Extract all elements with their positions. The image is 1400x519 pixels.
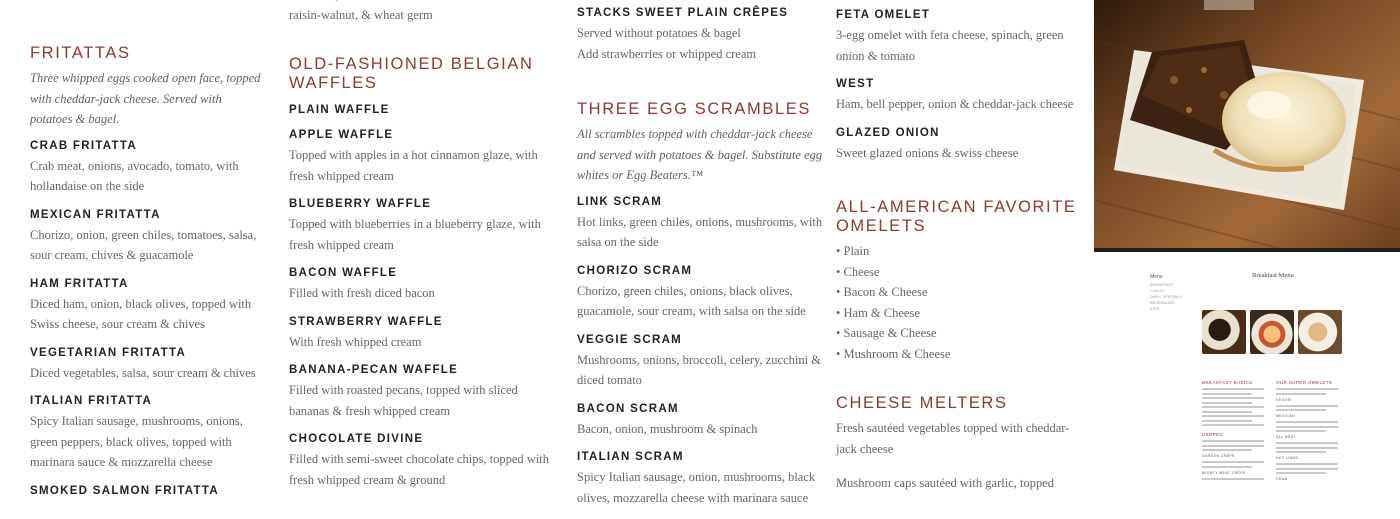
melter-desc: Fresh sautéed vegetables topped with cheddar-jack cheese — [836, 421, 1070, 456]
menu-item-desc: Served without potatoes & bagel — [577, 26, 741, 40]
menu-item — [30, 484, 266, 498]
menu-item-desc: Add strawberries or whipped cream — [577, 46, 757, 61]
menu-item-desc: Spicy Italian sausage, mushrooms, onions, green peppers, black olives, topped with marinara sauce & mozzarella cheese — [30, 414, 243, 469]
thumbnail-col-head: MEXICAN — [1276, 414, 1295, 418]
section-title-waffles: OLD-FASHIONED BELGIAN WAFFLES — [289, 55, 534, 92]
thumbnail-col-head: ALL MEAT — [1276, 435, 1296, 439]
menu-item — [577, 264, 828, 322]
menu-item — [30, 346, 266, 384]
melter-desc: Mushroom caps sautéed with garlic, topped — [836, 476, 1055, 490]
menu-item-name: APPLE WAFFLE — [289, 129, 394, 141]
menu-item — [577, 402, 828, 440]
list-item: • Plain — [836, 244, 870, 258]
menu-item-desc: Chorizo, onion, green chiles, tomatoes, salsa, sour cream, chives & guacamole — [30, 227, 257, 262]
thumbnail-nav-item: DAILY SPECIALS — [1150, 294, 1182, 299]
menu-item — [836, 126, 1090, 164]
menu-item-name: CHORIZO SCRAM — [577, 264, 693, 277]
menu-item-name: HAM FRITATTA — [30, 277, 129, 290]
menu-column-omelets — [832, 0, 1094, 500]
menu-item-name: CHOCOLATE DIVINE — [289, 433, 424, 445]
list-item: • Bacon & Cheese — [836, 285, 928, 299]
thumbnail-title: Breakfast Menu — [1252, 272, 1294, 279]
dessert-photo-icon — [1094, 0, 1400, 248]
section-desc-scrambles: All scrambles topped with cheddar-jack cheese and served with potatoes & bagel. Substitute egg whites or Egg Beaters.™ — [577, 127, 823, 182]
thumbnail-col-head: OUR SUPER OMELETS — [1276, 380, 1333, 385]
menu-item — [30, 139, 266, 197]
list-item: • Ham & Cheese — [836, 305, 920, 320]
section-title-cheese-melters: CHEESE MELTERS — [836, 394, 1008, 412]
thumbnail-nav — [1150, 274, 1182, 312]
thumbnail-nav-item: BREAKFAST — [1150, 282, 1174, 287]
thumbnail-photo — [1298, 310, 1342, 354]
menu-item-desc: Ham, bell pepper, onion & cheddar-jack cheese — [836, 97, 1074, 111]
menu-item-desc: Filled with semi-sweet chocolate chips, topped with fresh whipped cream & ground — [289, 452, 550, 487]
menu-item — [289, 128, 558, 186]
menu-item-desc: Chorizo, green chiles, onions, black olives, guacamole, sour cream, with salsa on the side — [577, 283, 806, 318]
menu-item — [577, 333, 828, 391]
menu-item-name: MEXICAN FRITATTA — [30, 208, 161, 221]
thumbnail-col-head: MIGHTY MEAT CRÊPE — [1202, 470, 1246, 475]
menu-page-thumbnail[interactable] — [1094, 248, 1400, 500]
dessert-photo — [1094, 0, 1400, 248]
menu-item-desc: 3-egg omelet with feta cheese, spinach, green onion & tomato — [836, 28, 1064, 63]
menu-item-desc: Mushrooms, onions, broccoli, celery, zucchini & diced tomato — [577, 352, 821, 387]
menu-item-name: SMOKED SALMON FRITATTA — [30, 484, 219, 497]
thumbnail-col-head: HOT LINKS — [1276, 456, 1299, 460]
menu-item-desc: Filled with roasted pecans, topped with sliced bananas & fresh whipped cream — [289, 383, 518, 418]
menu-item — [30, 277, 266, 335]
top-divider — [30, 0, 266, 16]
menu-column-waffles — [272, 0, 562, 500]
thumbnail-col-head: BREAKFAST BASICS — [1202, 380, 1253, 385]
carryover-text: raisin-walnut, & wheat germ — [289, 7, 433, 22]
list-item: • Mushroom & Cheese — [836, 346, 951, 361]
menu-item-name: VEGGIE SCRAM — [577, 333, 683, 346]
omelet-list — [836, 241, 1090, 364]
menu-item-name: STACKS SWEET PLAIN CRÊPES — [577, 7, 789, 19]
menu-column-scrambles — [562, 0, 832, 505]
menu-item-name: VEGETARIAN FRITATTA — [30, 346, 187, 359]
thumbnail-photo — [1202, 310, 1246, 354]
menu-item — [30, 208, 266, 266]
menu-item-desc: Topped with apples in a hot cinnamon glaze, with fresh whipped cream — [289, 148, 538, 183]
menu-item-name: BANANA-PECAN WAFFLE — [289, 364, 459, 376]
menu-item-desc: Hot links, green chiles, onions, mushrooms, with salsa on the side — [577, 214, 823, 249]
menu-item — [577, 6, 828, 64]
section-desc-fritattas: Three whipped eggs cooked open face, topped with cheddar-jack cheese. Served with potatoes & bagel. — [30, 71, 261, 126]
menu-item-desc: Spicy Italian sausage, onion, mushrooms, black olives, mozzarella cheese with marinara sauce — [577, 470, 816, 505]
menu-item-desc: Crab meat, onions, avocado, tomato, with hollandaise on the side — [30, 158, 239, 193]
menu-item-desc: Topped with blueberries in a blueberry glaze, with fresh whipped cream — [289, 217, 541, 252]
thumbnail-nav-item: BEVERAGES — [1150, 300, 1175, 305]
menu-item-name: WEST — [836, 78, 875, 90]
list-item: • Cheese — [836, 264, 880, 279]
menu-item-desc: Diced vegetables, salsa, sour cream & chives — [30, 365, 256, 380]
menu-item-name: ITALIAN FRITATTA — [30, 395, 153, 407]
menu-item-desc: Filled with fresh diced bacon — [289, 286, 435, 300]
menu-item-desc: Diced ham, onion, black olives, topped with Swiss cheese, sour cream & chives — [30, 296, 252, 331]
menu-item-desc: Bacon, onion, mushroom & spinach — [577, 421, 758, 436]
menu-item-name: GLAZED ONION — [836, 126, 940, 139]
list-item: • Sausage & Cheese — [836, 326, 937, 340]
section-title-scrambles: THREE EGG SCRAMBLES — [577, 100, 811, 118]
menu-item-name: STRAWBERRY WAFFLE — [289, 315, 443, 328]
menu-item — [289, 363, 558, 421]
thumbnail-photo — [1250, 310, 1294, 354]
menu-item — [289, 315, 558, 353]
menu-item-name: BLUEBERRY WAFFLE — [289, 198, 432, 210]
menu-item — [289, 432, 558, 490]
menu-item-desc: Sweet glazed onions & swiss cheese — [836, 145, 1019, 160]
menu-item-name: LINK SCRAM — [577, 195, 663, 208]
thumbnail-nav-item: LUNCH — [1150, 288, 1164, 293]
section-title-american-omelets: ALL-AMERICAN FAVORITE OMELETS — [836, 198, 1077, 235]
thumbnail-nav-item: KIDS — [1150, 306, 1160, 311]
menu-item — [30, 394, 266, 473]
menu-item-name: PLAIN WAFFLE — [289, 104, 390, 116]
thumbnail-column — [1276, 380, 1348, 484]
menu-item-name: ITALIAN SCRAM — [577, 451, 684, 463]
menu-item — [577, 450, 828, 508]
section-title-fritattas: FRITATTAS — [30, 44, 131, 62]
menu-item — [289, 266, 558, 304]
menu-item — [836, 8, 1090, 66]
menu-item — [836, 77, 1090, 115]
menu-item-name: BACON WAFFLE — [289, 267, 398, 279]
menu-item-name: FETA OMELET — [836, 9, 931, 21]
thumbnail-col-head: VEGGIE — [1276, 397, 1292, 402]
menu-column-fritattas — [0, 0, 272, 500]
thumbnail-col-head: CRAB — [1276, 477, 1288, 481]
menu-item-name: BACON SCRAM — [577, 402, 679, 415]
thumbnail-column — [1202, 380, 1274, 482]
menu-item — [289, 103, 558, 117]
menu-item — [577, 195, 828, 253]
thumbnail-col-head: CRÊPES — [1202, 432, 1223, 437]
menu-item-name: CRAB FRITATTA — [30, 139, 137, 152]
thumbnail-col-head: GARDEN CRÊPE — [1202, 454, 1235, 458]
menu-item-desc: With fresh whipped cream — [289, 334, 422, 349]
menu-item — [289, 197, 558, 255]
thumbnail-nav-head: Menu — [1150, 274, 1163, 280]
